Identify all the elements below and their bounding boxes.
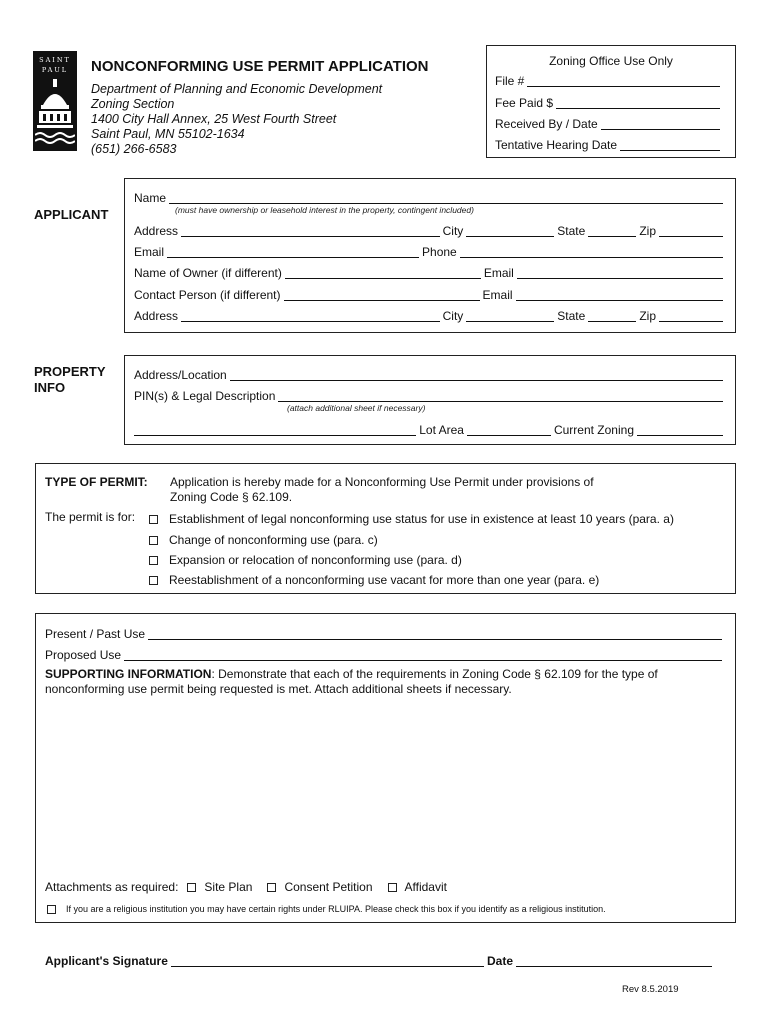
name-field[interactable] — [169, 192, 723, 204]
property-info-heading — [34, 364, 106, 396]
owner-email-field[interactable] — [517, 267, 723, 279]
date-label: Date — [486, 954, 513, 968]
religious-institution-text: If you are a religious institution you may have certain rights under RLUIPA. Please check this box if you identify as a religious institution. — [66, 904, 606, 914]
signature-label: Applicant's Signature — [45, 954, 168, 968]
contact-address-label: Address — [134, 309, 179, 323]
permit-type-text — [170, 475, 594, 505]
legal-description-field[interactable] — [134, 424, 416, 436]
option-change — [149, 533, 378, 547]
supporting-info-area[interactable] — [45, 700, 725, 870]
address-label: Address — [134, 224, 179, 238]
supporting-text-line2: nonconforming use permit being requested is met. Attach additional sheets if necessary. — [45, 682, 512, 696]
zip-label: Zip — [639, 224, 656, 238]
current-zoning-label: Current Zoning — [553, 423, 634, 437]
logo-text-saint: SAINT — [39, 56, 71, 64]
supporting-text-line1: : Demonstrate that each of the requirements in Zoning Code § 62.109 for the type of — [211, 667, 658, 681]
state-field[interactable] — [588, 225, 636, 237]
contact-address-field[interactable] — [181, 310, 440, 322]
zoning-section: Zoning Section — [91, 97, 175, 111]
owner-name-label: Name of Owner (if different) — [134, 266, 282, 280]
affidavit-label: Affidavit — [404, 880, 447, 894]
phone-label: Phone — [422, 245, 457, 259]
site-plan-label: Site Plan — [204, 880, 253, 894]
site-plan-checkbox[interactable] — [187, 883, 196, 892]
reestablishment-label: Reestablishment of a nonconforming use vacant for more than one year (para. e) — [169, 573, 600, 587]
pin-note: (attach additional sheet if necessary) — [287, 403, 426, 413]
option-establishment — [149, 512, 674, 526]
property-heading-line1: PROPERTY — [34, 364, 106, 379]
phone-number: (651) 266-6583 — [91, 142, 177, 156]
proposed-use-field[interactable] — [124, 649, 722, 661]
supporting-heading: SUPPORTING INFORMATION — [45, 667, 212, 681]
affidavit-checkbox[interactable] — [388, 883, 397, 892]
contact-state-label: State — [557, 309, 586, 323]
pin-label: PIN(s) & Legal Description — [134, 389, 276, 403]
present-use-field[interactable] — [148, 628, 722, 640]
revision-date: Rev 8.5.2019 — [622, 984, 679, 995]
city-label: City — [442, 224, 464, 238]
applicant-heading: APPLICANT — [34, 207, 109, 222]
contact-zip-field[interactable] — [659, 310, 723, 322]
contact-zip-label: Zip — [639, 309, 656, 323]
supporting-information — [45, 667, 725, 697]
fee-paid-label: Fee Paid $ — [495, 96, 554, 110]
establishment-label: Establishment of legal nonconforming use status for use in existence at least 10 years (para. a) — [169, 512, 674, 526]
form-title: NONCONFORMING USE PERMIT APPLICATION — [91, 58, 429, 75]
owner-name-field[interactable] — [285, 267, 481, 279]
contact-state-field[interactable] — [588, 310, 636, 322]
location-label: Address/Location — [134, 368, 227, 382]
religious-institution-checkbox[interactable] — [47, 905, 56, 914]
hearing-date-field[interactable] — [620, 139, 720, 151]
date-field[interactable] — [516, 955, 712, 967]
lot-area-label: Lot Area — [419, 423, 464, 437]
option-reestablishment — [149, 573, 599, 587]
contact-city-label: City — [442, 309, 464, 323]
city-field[interactable] — [466, 225, 554, 237]
contact-email-label: Email — [482, 288, 513, 302]
present-use-label: Present / Past Use — [45, 627, 146, 641]
department-name: Department of Planning and Economic Development — [91, 82, 383, 96]
option-expansion — [149, 553, 462, 567]
establishment-checkbox[interactable] — [149, 515, 158, 524]
consent-petition-checkbox[interactable] — [267, 883, 276, 892]
email-label: Email — [134, 245, 165, 259]
zip-field[interactable] — [659, 225, 723, 237]
owner-email-label: Email — [483, 266, 514, 280]
change-label: Change of nonconforming use (para. c) — [169, 533, 378, 547]
contact-person-field[interactable] — [284, 289, 480, 301]
current-zoning-field[interactable] — [637, 424, 723, 436]
signature-field[interactable] — [171, 955, 484, 967]
fee-paid-field[interactable] — [556, 97, 720, 109]
contact-city-field[interactable] — [466, 310, 554, 322]
contact-email-field[interactable] — [516, 289, 723, 301]
permit-type-text-line2: Zoning Code § 62.109. — [170, 490, 293, 504]
address-field[interactable] — [181, 225, 440, 237]
change-checkbox[interactable] — [149, 536, 158, 545]
hearing-date-label: Tentative Hearing Date — [495, 138, 618, 152]
saint-paul-logo — [33, 51, 77, 151]
proposed-use-label: Proposed Use — [45, 648, 122, 662]
received-by-field[interactable] — [601, 118, 720, 130]
pin-field[interactable] — [278, 390, 723, 402]
received-by-label: Received By / Date — [495, 117, 598, 131]
attachments-label: Attachments as required: — [45, 880, 179, 894]
name-label: Name — [134, 191, 167, 205]
department-address — [91, 82, 382, 157]
city-hall-icon — [35, 77, 75, 147]
permit-for-label: The permit is for: — [45, 510, 136, 524]
reestablishment-checkbox[interactable] — [149, 576, 158, 585]
zoning-office-use-box — [486, 45, 736, 158]
expansion-label: Expansion or relocation of nonconforming use (para. d) — [169, 553, 462, 567]
contact-person-label: Contact Person (if different) — [134, 288, 281, 302]
name-note: (must have ownership or leasehold interest in the property, contingent included) — [175, 205, 474, 215]
expansion-checkbox[interactable] — [149, 556, 158, 565]
file-number-label: File # — [495, 74, 525, 88]
permit-type-text-line1: Application is hereby made for a Nonconforming Use Permit under provisions of — [170, 475, 594, 489]
state-label: State — [557, 224, 586, 238]
permit-type-label: TYPE OF PERMIT: — [45, 475, 148, 489]
location-field[interactable] — [230, 369, 723, 381]
consent-petition-label: Consent Petition — [284, 880, 373, 894]
email-field[interactable] — [167, 246, 419, 258]
property-heading-line2: INFO — [34, 380, 66, 395]
file-number-field[interactable] — [527, 75, 720, 87]
logo-text-paul: PAUL — [41, 66, 69, 74]
city-state-zip: Saint Paul, MN 55102-1634 — [91, 127, 245, 141]
phone-field[interactable] — [460, 246, 723, 258]
attachments-row — [45, 880, 447, 894]
rluipa-row — [47, 904, 606, 914]
office-use-title: Zoning Office Use Only — [549, 54, 673, 68]
lot-area-field[interactable] — [467, 424, 551, 436]
street-address: 1400 City Hall Annex, 25 West Fourth Street — [91, 112, 337, 126]
